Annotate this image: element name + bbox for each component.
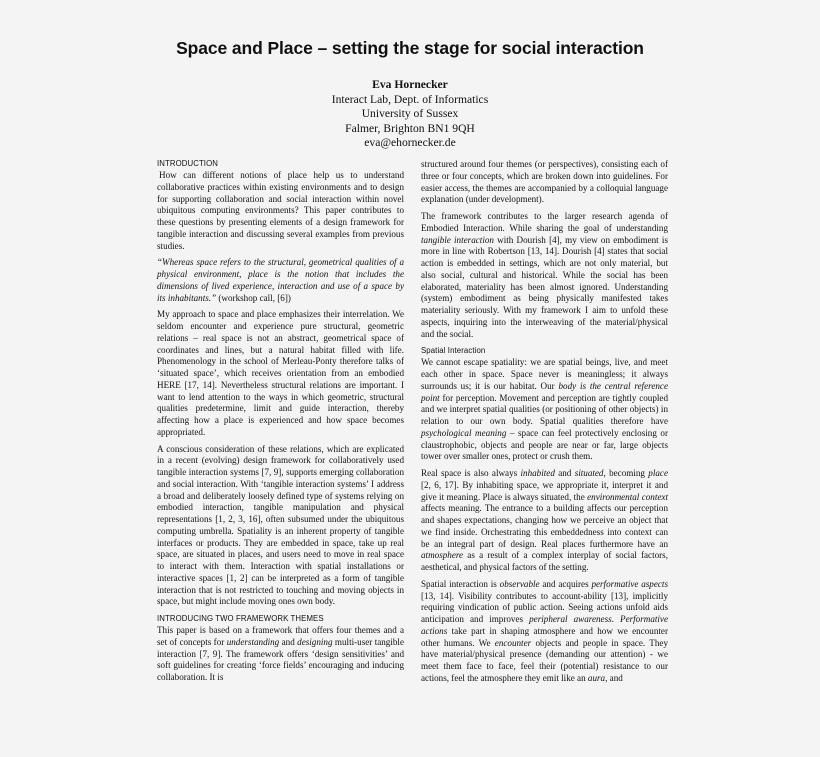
framework-themes-paragraph — [157, 625, 404, 684]
author-affiliation: Interact Lab, Dept. of Informatics — [331, 92, 489, 106]
observable-interaction-paragraph — [421, 579, 668, 685]
emphasis-place: place — [648, 468, 668, 478]
emphasis-situated: situated — [574, 468, 604, 478]
text-run: We cannot escape spatiality: we are spatial beings, live, and meet each other in space. Space never is meaningless; it always surrounds us; it is our habitat. Our — [421, 357, 668, 391]
emphasis-atmosphere: atmosphere — [421, 550, 464, 561]
emphasis-body-reference: body is the central reference point — [421, 380, 668, 403]
text-run: , and — [605, 672, 623, 683]
emphasis-peripheral-awareness: peripheral awareness — [529, 614, 612, 624]
text-run: Real space is also always — [421, 468, 521, 478]
emphasis-aura: aura — [587, 672, 606, 683]
quote-source: (workshop call, [6]) — [216, 292, 291, 303]
approach-paragraph: My approach to space and place emphasizes their interrelation. We seldom encounter and experience pure structural, geometric relations – real space is not an abstract, geometrical space of coordinates and lines, but a natural habitat filled with life. Phenomenology in the school of Merleau-Ponty therefore talks of ‘situated space’, which receives orientation from an embodied HERE [17, 14]. Nevertheless structural relations are important. I want to lend attention to the ways in which geometric, structural qualities predetermine, limit and guide interaction, thereby affecting how a place is experienced and how space becomes appropriated. — [157, 309, 404, 437]
text-run: multi-user tangible interaction [7, 9]. The framework offers ‘design sensitivities’ and soft guidelines for creating ‘force fields’ encouraging and inducing collaboration. It is — [157, 636, 404, 682]
text-run: as a result of a complex interplay of social factors, aesthetical, and physical factors of the setting. — [421, 550, 668, 572]
text-run: This paper is based on a framework that offers four themes and a set of concepts for — [157, 625, 404, 647]
emphasis-performative-aspects: performative aspects — [591, 578, 668, 589]
emphasis-understanding: understanding — [226, 636, 280, 647]
paper-title: Space and Place – setting the stage for social interaction — [176, 38, 644, 58]
workshop-quote — [157, 257, 404, 304]
author-block — [0, 78, 820, 151]
inhabited-place-paragraph — [421, 468, 668, 574]
text-run: [13, 14]. Visibility contributes to account-ability [13], implicitly requiring vindication of public action. Seeing actions unfold aids anticipation and improves — [421, 590, 668, 624]
emphasis-performative-actions: Performative actions — [421, 614, 668, 636]
text-run: with Dourish [4], my view on embodiment is more in line with Robertson [13, 14]. Dourish [4] states that social action is embedded in settings, which are not only material, but also social, cultural and historical. While the social has been elaborated, materiality has been almost ignored. Understanding (system) embodiment as being physically manifested takes materiality seriously. With my framework I aim to unfold these aspects, inquiring into the interweaving of the material/physical and the social. — [421, 234, 668, 339]
quote-text: “Whereas space refers to the structural, geometrical qualities of a physical environment, place is the notion that includes the dimensions of lived experience, interaction and use of a space by its inhabitants.” — [157, 257, 404, 303]
section-heading-framework-themes: INTRODUCING TWO FRAMEWORK THEMES — [157, 614, 324, 623]
embodied-interaction-paragraph — [421, 211, 668, 340]
spatiality-paragraph — [421, 357, 668, 463]
author-university: University of Sussex — [361, 107, 459, 121]
emphasis-inhabited: inhabited — [520, 468, 555, 478]
author-address: Falmer, Brighton BN1 9QH — [345, 121, 475, 135]
text-run: affects meaning. The entrance to a building affects our perception and shapes expectations, changing how we perceive an object that we find inside. Orchestrating this embeddedness into context can be an integral part of design. Real places furthermore have an — [421, 503, 668, 549]
text-run: and — [554, 468, 575, 478]
text-run: – space can feel protectively enclosing or claustrophobic, objects and people are near or far, large objects tower over smaller ones, protect or crush them. — [421, 427, 668, 462]
emphasis-environmental-context: environmental context — [587, 491, 668, 502]
emphasis-psychological-meaning: psychological meaning — [421, 427, 507, 438]
text-run: The framework contributes to the larger research agenda of Embodied Interaction. While sharing the goal of understanding — [421, 211, 668, 233]
left-column — [157, 158, 404, 689]
author-name: Eva Hornecker — [372, 78, 448, 91]
emphasis-tangible-interaction: tangible interaction — [421, 234, 494, 245]
text-run: and acquires — [539, 578, 592, 589]
author-email: eva@ehornecker.de — [364, 136, 456, 150]
section-heading-spatial-interaction: Spatial Interaction — [421, 346, 486, 356]
text-run: objects and people in space. They have material/physical presence (demanding our attention) - we meet them face to face, feel their (potential) resistance to our actions, feel the atmosphere they emit like an — [421, 637, 668, 683]
emphasis-observable: observable — [499, 578, 540, 589]
text-run: [2, 6, 17]. By inhabiting space, we appropriate it, interpret it and give it meaning. Place is always situated, the — [421, 479, 668, 502]
right-column — [421, 159, 668, 690]
text-run: . — [611, 614, 621, 624]
conscious-consideration-paragraph: A conscious consideration of these relations, which are explicated in a recent (evolving) design framework for collaboratively used tangible interaction systems [7, 9], supports emerging collaboration and social interaction. With ‘tangible interaction systems’ I address a broad and deliberately loosely defined type of systems relying on embodied interaction, tangible manipulation and physical representations [1, 2, 3, 16], often subsumed under the ubiquitous computing umbrella. Spatiality is an inherent property of tangible interfaces or products. They are embedded in space, take up real space, are situated in places, and users need to move in real space to interact with them. Interaction with spatial installations or interactive spaces [1, 2] can be interpreted as a form of tangible interaction that is not restricted to touching and moving objects in space, but might include moving ones own body. — [157, 443, 404, 607]
framework-structure-paragraph: structured around four themes (or perspectives), consisting each of three or four concepts, which are broken down into guidelines. For easier access, the themes are accompanied by a colloquial language explanation (under development). — [421, 159, 668, 205]
text-run: Spatial interaction is — [421, 578, 500, 589]
intro-paragraph: How can different notions of place help us to understand collaborative practices within existing environments and to design for supporting collaboration and social interaction within novel ubiquitous computing environments? This paper contributes to these questions by presenting elements of a design framework for tangible interaction and discussing several examples from previous studies. — [157, 170, 404, 251]
text-run: for perception. Movement and perception are tightly coupled and we interpret spatial qualities (or positioning of other objects) in relation to our own body. Spatial qualities therefore have — [421, 392, 668, 426]
emphasis-encounter: encounter — [494, 637, 532, 648]
emphasis-designing: designing — [297, 636, 333, 647]
text-run: and — [279, 636, 298, 647]
text-run: , becoming — [603, 468, 649, 478]
text-run: take part in shaping atmosphere and how we encounter other humans. We — [421, 625, 668, 648]
section-heading-introduction: INTRODUCTION — [157, 159, 218, 168]
